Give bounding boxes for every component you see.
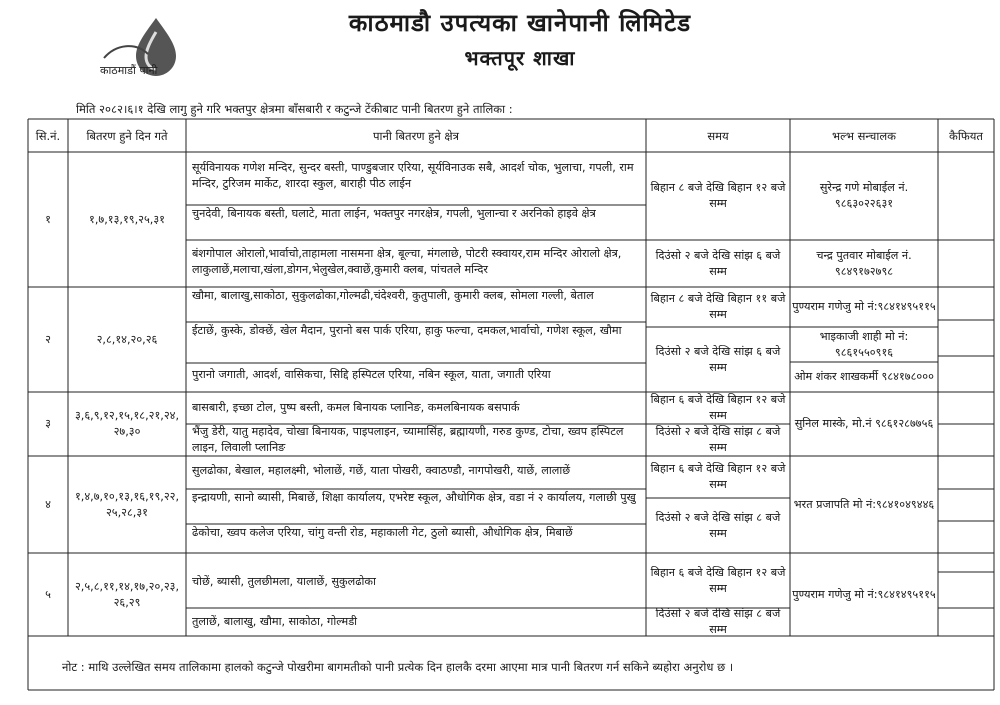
row5-sn: ५ [45, 587, 51, 601]
col-header-time: समय [707, 128, 729, 143]
row4-time-2: दिउंसो २ बजे देखि सांझ ८ बजे सम्म [655, 510, 781, 540]
row5-time-1: बिहान ६ बजे देखि बिहान १२ बजे सम्म [650, 565, 786, 595]
row4-area-1: सुलढोका, बेखाल, महालक्ष्मी, भोलाछें, गछें, याता पोखरी, क्वाठण्डौ, नागपोखरी, याछें, लालाछें [192, 464, 571, 477]
row2-valve-1: पुण्यराम गणेजु मो नं:९८४१४९५११५ [792, 300, 936, 313]
row2-valve-2: भाइकाजी शाही मो नं: ९८६१५५०९१६ [819, 329, 909, 359]
org-title: काठमाडौ उपत्यका खानेपानी लिमिटेड [348, 9, 692, 37]
row2-area-2: ईटाछें, कुस्के, डोक्छें, खेल मैदान, पुरानो बस पार्क एरिया, हाकु फल्चा, दमकल,भार्वाचो, गणेश स्कूल, खौमा [192, 324, 622, 337]
row2-area-1: खौमा, बालाखु,साकोठा, सुकुलढोका,गोल्मढी,चंदेश्वरी, कुतुपाली, कुमारी क्लब, सोमला गल्ली, बेताल [192, 289, 594, 302]
branch-title: भक्तपूर शाखा [464, 46, 576, 70]
row4-valve-1: भरत प्रजापति मो नं:९८४१०४९४४६ [793, 497, 935, 511]
row5-area-2: तुलाछें, बालाखु, खौमा, साकोठा, गोल्मडी [192, 615, 358, 628]
row1-valve-2: चन्द्र पुतवार मोबाईल नं. ९८४९१७२७९८ [816, 248, 912, 278]
row2-valve-3: ओम शंकर शाखकर्मी ९८४१७८००० [794, 370, 934, 383]
row2-area-3: पुरानो जगाती, आदर्श, वासिकचा, सिद्दि हस्पिटल एरिया, नबिन स्कूल, याता, जगाती एरिया [192, 368, 551, 381]
row1-area-2: चुनदेवी, बिनायक बस्ती, घलाटे, माता लाईन, भक्तपुर नगरक्षेत्र, गपली, भुलान्चा र अरनिको हाइवे क्षेत्र [192, 207, 596, 220]
svg-text:काठमाडौं पानी: काठमाडौं पानी [100, 64, 158, 77]
row3-area-1: बासबारी, इच्छा टोल, पुष्प बस्ती, कमल बिनायक प्लानिङ, कमलबिनायक बसपार्क [192, 401, 520, 414]
row1-time-2: दिउंसो २ बजे देखि सांझ ६ बजे सम्म [655, 248, 781, 278]
row1-valve-1: सुरेन्द्र गणे मोबाईल नं. ९८६३०२२६३१ [819, 181, 909, 210]
row1-area-1: सूर्यविनायक गणेश मन्दिर, सुन्दर बस्ती, पाण्डुबजार एरिया, सूर्यविनाउक सबै, आदर्श चोक, भुलाचा, गपली, राम मन्दिर, टुरिजम मार्केट, शारदा स्कुल, बाराही पीठ लाईन [192, 161, 634, 190]
row1-time-1: बिहान ८ बजे देखि बिहान १२ बजे सम्म [650, 181, 786, 210]
row5-time-2: दिउंसो २ बजे देखि सांझ ८ बजे सम्म [655, 608, 781, 636]
row1-dates: १,७,१३,१९,२५,३१ [89, 212, 165, 226]
row3-valve-1: सुनिल मास्के, मो.नं ९८६१२८७७५६ [794, 417, 934, 430]
col-header-remarks: कैफियत [949, 128, 983, 143]
row3-area-2: भैंजु डेरी, यातु महादेव, चोखा बिनायक, पाइपलाइन, च्यामासिंह, ब्रह्मायणी, गरुड कुण्ड, टोचा, ख्वप हस्पिटल लाइन, लिवाली प्लानिङ [192, 425, 624, 454]
row2-time-2: दिउंसो २ बजे देखि सांझ ६ बजे सम्म [655, 344, 781, 374]
row4-time-1: बिहान ६ बजे देखि बिहान १२ बजे सम्म [650, 462, 786, 491]
row5-valve-1: पुण्यराम गणेजु मो नं:९८४१४९५११५ [792, 587, 936, 601]
row4-sn: ४ [45, 497, 51, 511]
row1-area-3: बंशगोपाल ओरालो,भार्वाचो,ताहामला नासमना क्षेत्र, बूल्चा, मंगलाछे, पोटरी स्क्वायर,राम मन्दिर ओरालो क्षेत्र, लाकुलाछें,मलाचा,खंला,डोगन,भेलुखेल,क्वाछें,कुमारी क्लब, पांचतले मन्दिर [192, 247, 622, 276]
row5-area-1: चोछें, ब्यासी, तुलछीमला, यालाछें, सुकुलढोका [192, 575, 376, 588]
row3-time-1: बिहान ६ बजे देखि बिहान १२ बजे सम्म [650, 393, 786, 422]
row2-time-1: बिहान ८ बजे देखि बिहान ११ बजे सम्म [650, 292, 786, 321]
row2-dates: २,८,१४,२०,२६ [96, 332, 158, 346]
footer-note: नोट : माथि उल्लेखित समय तालिकामा हालको कटुन्जे पोखरीमा बागमतीको पानी प्रत्येक दिन हालकै दरमा आएमा मात्र पानी बितरण गर्न सकिने ब्यहोरा अनुरोध छ । [62, 660, 734, 674]
col-header-sn: सि.नं. [35, 128, 61, 143]
col-header-dates: बितरण हुने दिन गते [86, 128, 168, 143]
col-header-valve: भल्भ सन्चालक [832, 128, 896, 143]
schedule-intro: मिति २०८२।६।१ देखि लागु हुने गरि भक्तपुर क्षेत्रमा बाँसबारी र कटुन्जे टेंकीबाट पानी बितरण हुने तालिका : [76, 102, 513, 116]
row5-dates: २,५,८,११,१४,१७,२०,२३, २६,२९ [74, 579, 180, 609]
row3-sn: ३ [45, 417, 51, 430]
row4-area-3: ढेकोचा, ख्वप कलेज एरिया, चांगु वन्ती रोड, महाकाली गेट, ठुलो ब्यासी, औधोगिक क्षेत्र, मिबाछें [192, 526, 573, 539]
row2-sn: २ [45, 332, 51, 346]
row1-sn: १ [45, 212, 51, 226]
col-header-area: पानी बितरण हुने क्षेत्र [372, 128, 460, 143]
row4-area-2: इन्द्रायणी, सानो ब्यासी, मिबाछें, शिक्षा कार्यालय, एभरेष्ट स्कूल, औधोगिक क्षेत्र, वडा नं २ कार्यालय, गलाछी पुखु [192, 491, 636, 504]
row4-dates: १,४,७,१०,१३,१६,१९,२२, २५,२८,३१ [74, 489, 180, 519]
row3-dates: ३,६,९,१२,१५,१८,२१,२४, २७,३० [74, 409, 180, 438]
row3-time-2: दिउंसो २ बजे देखि सांझ ८ बजे सम्म [655, 425, 781, 454]
